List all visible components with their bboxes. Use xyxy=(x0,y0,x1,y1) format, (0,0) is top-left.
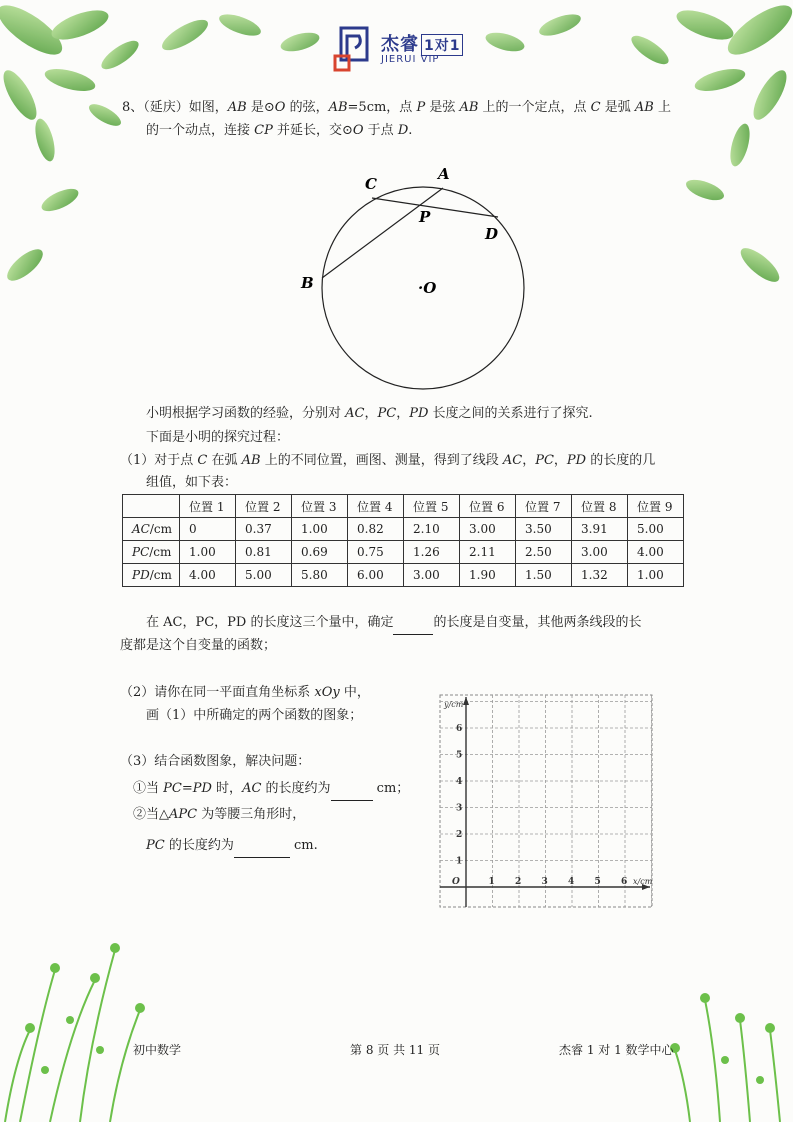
chord-ab xyxy=(322,188,443,278)
answer-blank-ac[interactable] xyxy=(331,778,373,801)
table-header-cell: 位置 2 xyxy=(236,495,292,518)
table-cell: 1.00 xyxy=(180,541,236,564)
problem-line-2: 的一个动点，连接 CP 并延长，交⊙O 于点 D. xyxy=(146,123,413,138)
table-header-cell: 位置 4 xyxy=(348,495,404,518)
table-cell: 4.00 xyxy=(180,564,236,587)
y-tick-label: 4 xyxy=(456,777,463,787)
table-cell: 5.00 xyxy=(236,564,292,587)
table-row-ac xyxy=(123,518,684,541)
table-cell: 1.90 xyxy=(460,564,516,587)
row-label-pd: PD/cm xyxy=(123,564,180,587)
x-tick-label: 3 xyxy=(541,877,548,887)
answer-blank-pc[interactable] xyxy=(234,835,290,858)
leaves-top-left-icon xyxy=(0,0,143,286)
table-header-cell: 位置 7 xyxy=(516,495,572,518)
problem-line-1: 8、（延庆）如图，AB 是⊙O 的弦，AB=5cm，点 P 是弦 AB 上的一个定点，点 C 是弧 AB 上 xyxy=(122,100,671,115)
table-cell: 5.00 xyxy=(628,518,684,541)
table-cell: 1.00 xyxy=(628,564,684,587)
table-cell: 3.91 xyxy=(572,518,628,541)
table-row-pd xyxy=(123,564,684,587)
table-cell: 4.00 xyxy=(628,541,684,564)
label-b: B xyxy=(301,274,314,292)
question-2-line-2: 画（1）中所确定的两个函数的图象； xyxy=(146,708,363,723)
circle-figure xyxy=(290,165,540,395)
y-tick-label: 2 xyxy=(456,830,463,840)
table-cell: 3.00 xyxy=(460,518,516,541)
question-1-line-2: 组值，如下表： xyxy=(146,475,238,490)
table-header-cell: 位置 3 xyxy=(292,495,348,518)
question-1-line-1: （1）对于点 C 在弧 AB 上的不同位置，画图、测量，得到了线段 AC，PC，PD 的长度的几 xyxy=(120,453,656,468)
footer-subject: 初中数学 xyxy=(133,1043,182,1057)
x-axis-label: x/cm xyxy=(633,877,653,886)
question-1-fill-line-2: 度都是这个自变量的函数； xyxy=(120,638,277,653)
y-tick-label: 6 xyxy=(456,724,463,734)
table-header-cell: 位置 6 xyxy=(460,495,516,518)
answer-blank-variable[interactable] xyxy=(393,612,433,635)
table-cell: 1.00 xyxy=(292,518,348,541)
grid-border xyxy=(440,695,652,907)
table-cell: 3.50 xyxy=(516,518,572,541)
y-axis-label: y/cm xyxy=(444,700,464,709)
row-label-ac: AC/cm xyxy=(123,518,180,541)
flowers-bottom-left-icon xyxy=(5,943,145,1122)
footer-brand: 杰睿 1 对 1 数学中心 xyxy=(559,1043,674,1057)
y-tick-label: 1 xyxy=(456,856,463,867)
x-tick-label: 4 xyxy=(568,877,575,887)
logo-text: 杰睿 1对1 xyxy=(381,30,463,56)
table-header-cell: 位置 8 xyxy=(572,495,628,518)
table-cell: 1.50 xyxy=(516,564,572,587)
logo-subtext: JIERUI VIP xyxy=(381,54,440,65)
table-header-row xyxy=(123,495,684,518)
coordinate-grid[interactable] xyxy=(438,693,654,909)
x-tick-label: 6 xyxy=(621,877,628,887)
table-cell: 1.32 xyxy=(572,564,628,587)
table-cell: 0.81 xyxy=(236,541,292,564)
table-header-cell xyxy=(123,495,180,518)
table-cell: 0.69 xyxy=(292,541,348,564)
table-cell: 1.26 xyxy=(404,541,460,564)
table-cell: 2.10 xyxy=(404,518,460,541)
x-tick-label: 5 xyxy=(594,877,601,887)
question-3-item-3: PC 的长度约为 cm. xyxy=(146,835,318,858)
label-c: C xyxy=(365,175,377,193)
footer-page-number: 第 8 页 共 11 页 xyxy=(350,1043,440,1057)
table-cell: 3.00 xyxy=(572,541,628,564)
table-row-pc xyxy=(123,541,684,564)
question-2-line-1: （2）请你在同一平面直角坐标系 xOy 中， xyxy=(120,685,370,700)
y-tick-label: 5 xyxy=(456,750,463,761)
table-cell: 0.75 xyxy=(348,541,404,564)
table-header-cell: 位置 9 xyxy=(628,495,684,518)
label-a: A xyxy=(438,165,450,183)
brand-logo xyxy=(333,26,473,76)
y-axis-arrow-icon xyxy=(463,697,469,705)
para-2: 下面是小明的探究过程： xyxy=(146,430,290,445)
row-label-pc: PC/cm xyxy=(123,541,180,564)
chord-cd xyxy=(372,198,498,217)
table-cell: 0.37 xyxy=(236,518,292,541)
leaves-top-right-icon xyxy=(627,0,793,287)
para-1: 小明根据学习函数的经验，分别对 AC，PC，PD 长度之间的关系进行了探究. xyxy=(146,406,593,421)
table-header-cell: 位置 5 xyxy=(404,495,460,518)
table-header-cell: 位置 1 xyxy=(180,495,236,518)
table-cell: 6.00 xyxy=(348,564,404,587)
question-3-line-1: （3）结合函数图象，解决问题： xyxy=(120,754,311,769)
label-p: P xyxy=(419,208,431,226)
table-cell: 5.80 xyxy=(292,564,348,587)
y-tick-label: 3 xyxy=(456,803,463,814)
x-tick-label: 2 xyxy=(515,877,522,887)
logo-mark-icon xyxy=(333,26,379,76)
question-3-item-2: ②当△APC 为等腰三角形时， xyxy=(133,807,306,822)
label-o: ·O xyxy=(418,279,437,297)
table-cell: 3.00 xyxy=(404,564,460,587)
origin-label: O xyxy=(452,877,460,887)
label-d: D xyxy=(485,225,499,243)
table-cell: 2.50 xyxy=(516,541,572,564)
table-cell: 2.11 xyxy=(460,541,516,564)
flowers-bottom-right-icon xyxy=(670,993,780,1122)
question-1-fill-line-1: 在 AC，PC，PD 的长度这三个量中，确定 的长度是自变量，其他两条线段的长 xyxy=(146,612,641,635)
table-cell: 0.82 xyxy=(348,518,404,541)
table-cell: 0 xyxy=(180,518,236,541)
measurement-table xyxy=(122,494,684,587)
x-tick-label: 1 xyxy=(488,877,495,887)
question-3-item-1: ①当 PC=PD 时，AC 的长度约为 cm； xyxy=(133,778,409,801)
